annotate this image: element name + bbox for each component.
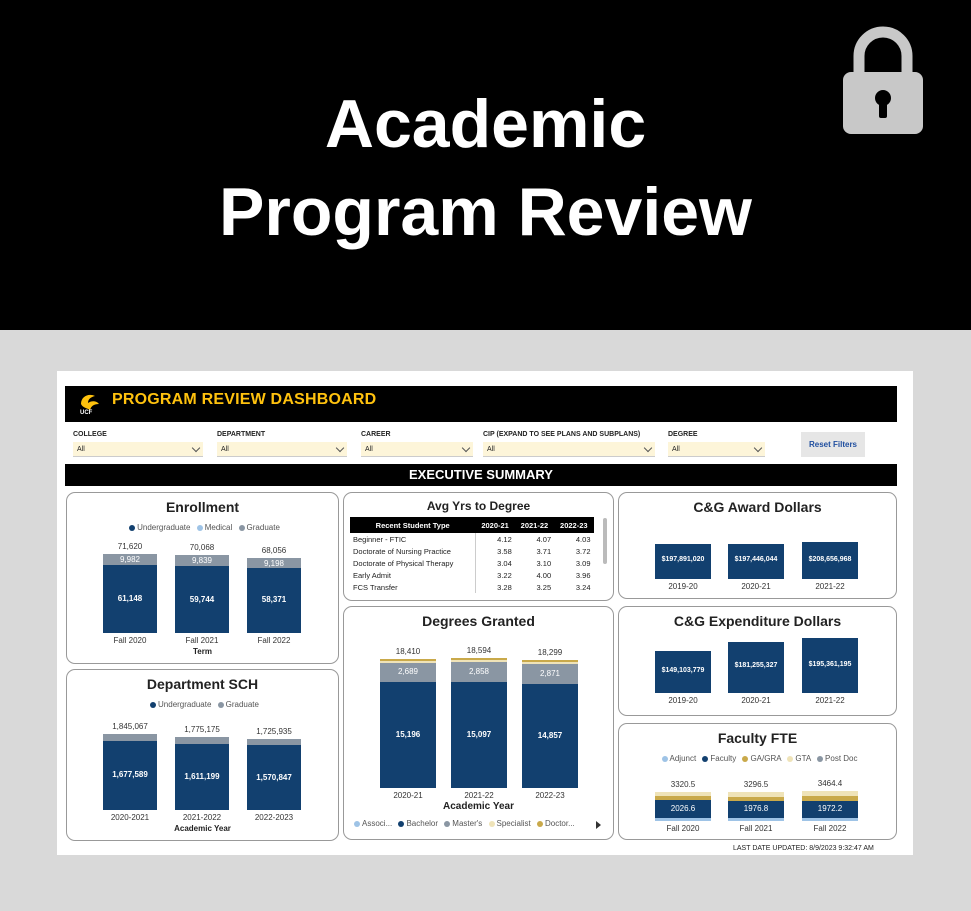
enrollment-term-label: Fall 2022 [257, 636, 291, 645]
enrollment-title: Enrollment [165, 499, 240, 515]
cg-award-title: C&G Award Dollars [693, 499, 822, 515]
years-cell: 3.71 [536, 546, 552, 556]
student-type-cell: Early Admit [353, 570, 391, 580]
department-dropdown[interactable] [217, 442, 347, 457]
chevron-down-icon [644, 444, 652, 452]
faculty-bar-ga-gra [802, 796, 858, 801]
lock-icon [843, 26, 923, 134]
faculty-bar-gta [655, 792, 711, 796]
enrollment-grad-label: 9,198 [263, 558, 285, 568]
sch-total-label: 1,725,935 [256, 726, 292, 736]
degrees-total-label: 18,410 [395, 647, 421, 657]
cip-filter [483, 428, 655, 457]
cg-award-value-label: $197,891,020 [661, 556, 705, 564]
column-header: Recent Student Type [350, 517, 475, 533]
years-cell: 3.28 [475, 581, 514, 593]
legend-ga-gra: GA/GRA [750, 754, 782, 763]
legend-medical: Medical [204, 523, 233, 532]
degrees-bar-doctoral [451, 658, 507, 660]
faculty-title: Faculty FTE [717, 730, 798, 746]
cg-exp-year-label: 2021-22 [815, 696, 845, 705]
years-cell: 3.72 [575, 546, 591, 556]
degrees-xlabel: Academic Year [443, 801, 514, 812]
legend-swatch [817, 756, 823, 762]
chevron-down-icon [754, 444, 762, 452]
executive-summary-banner: EXECUTIVE SUMMARY [65, 464, 897, 486]
cg-exp-card [618, 606, 897, 716]
faculty-bar-ga-gra [655, 796, 711, 800]
legend-next-arrow-icon[interactable] [596, 821, 601, 829]
degrees-bachelor-label: 14,857 [537, 731, 563, 741]
enrollment-total-label: 71,620 [117, 541, 143, 551]
enrollment-term-label: Fall 2020 [113, 636, 147, 645]
faculty-total-label: 3320.5 [670, 780, 696, 790]
degrees-bachelor-label: 15,097 [466, 730, 492, 740]
degrees-masters-label: 2,858 [468, 667, 490, 677]
dashboard-title: PROGRAM REVIEW DASHBOARD [112, 391, 377, 408]
degrees-bar-doctoral [380, 659, 436, 661]
legend-faculty: Faculty [710, 754, 737, 763]
dashboard-header [65, 386, 897, 422]
chevron-down-icon [192, 444, 200, 452]
legend-undergraduate: Undergraduate [137, 523, 191, 532]
career-filter [361, 428, 473, 457]
cg-award-year-label: 2021-22 [815, 582, 845, 591]
table-row [350, 533, 594, 545]
faculty-term-label: Fall 2022 [813, 824, 847, 833]
faculty-value-label: 2026.6 [670, 804, 696, 814]
career-dropdown-value: All [365, 446, 373, 453]
cip-dropdown[interactable] [483, 442, 655, 457]
legend-swatch [537, 821, 543, 827]
degrees-year-label: 2022-23 [535, 791, 565, 800]
legend-bachelor: Bachelor [406, 819, 439, 828]
cg-exp-title: C&G Expenditure Dollars [673, 613, 842, 629]
cg-award-value-label: $208,656,968 [808, 555, 852, 563]
student-type-cell: Doctorate of Nursing Practice [353, 546, 451, 556]
degrees-bachelor-label: 15,196 [395, 729, 421, 739]
enrollment-xlabel: Term [193, 647, 212, 656]
years-cell: 4.07 [536, 534, 552, 544]
legend-graduate: Graduate [246, 523, 280, 532]
degree-filter [668, 428, 765, 457]
enrollment-card [66, 492, 339, 664]
legend-swatch [489, 821, 495, 827]
legend-swatch [197, 525, 203, 531]
faculty-bar-adjunct [655, 818, 711, 821]
degree-filter-label: DEGREE [668, 431, 698, 438]
chevron-down-icon [336, 444, 344, 452]
sch-xlabel: Academic Year [174, 824, 231, 833]
cg-exp-year-label: 2020-21 [741, 696, 771, 705]
legend-adjunct: Adjunct [669, 754, 697, 763]
hero-title-line2: Program Review [219, 174, 752, 250]
college-dropdown[interactable] [73, 442, 203, 457]
table-row [350, 569, 594, 581]
legend-gta: GTA [795, 754, 811, 763]
avg-yrs-table [350, 517, 594, 593]
faculty-total-label: 3464.4 [817, 779, 843, 788]
student-type-cell: Beginner - FTIC [353, 534, 407, 544]
reset-filters-button[interactable]: Reset Filters [801, 432, 865, 457]
years-cell: 3.09 [575, 558, 591, 568]
table-row [350, 545, 594, 557]
enrollment-term-label: Fall 2021 [185, 636, 219, 645]
column-header: 2020-21 [475, 517, 514, 533]
student-type-cell: FCS Transfer [353, 582, 398, 592]
cg-award-year-label: 2020-21 [741, 582, 771, 591]
enrollment-total-label: 70,068 [189, 543, 215, 553]
legend-swatch [218, 702, 224, 708]
sch-year-label: 2020-2021 [110, 813, 150, 822]
faculty-bar-adjunct [802, 818, 858, 821]
sch-bar-graduate [175, 737, 229, 744]
years-cell: 3.04 [475, 557, 514, 569]
table-scrollbar[interactable] [603, 518, 607, 564]
career-filter-label: CAREER [361, 431, 391, 438]
sch-bar-graduate [103, 734, 157, 741]
cg-award-year-label: 2019-20 [668, 582, 698, 591]
cg-exp-value-label: $181,255,327 [734, 662, 778, 670]
legend-swatch [354, 821, 360, 827]
years-cell: 3.22 [475, 569, 514, 581]
faculty-value-label: 1976.8 [743, 804, 769, 814]
table-row [350, 557, 594, 569]
legend-associate: Associ... [362, 819, 393, 828]
degrees-bar-doctoral [522, 660, 578, 662]
sch-ug-label: 1,677,589 [112, 770, 148, 780]
legend-masters: Master's [452, 819, 483, 828]
degrees-year-label: 2021-22 [464, 791, 494, 800]
sch-total-label: 1,845,067 [112, 722, 148, 731]
sch-total-label: 1,775,175 [184, 724, 220, 734]
enrollment-legend [67, 523, 338, 532]
years-cell: 3.10 [536, 558, 552, 568]
degrees-card [343, 606, 614, 840]
degrees-total-label: 18,594 [466, 646, 492, 655]
hero-title-line1: Academic [324, 86, 647, 162]
column-header: 2022-23 [554, 517, 593, 533]
years-cell: 4.00 [536, 570, 552, 580]
degrees-legend [350, 819, 619, 828]
degrees-bar-specialist [451, 660, 507, 662]
degree-dropdown[interactable] [668, 442, 765, 457]
years-cell: 3.24 [575, 582, 591, 592]
years-cell: 3.58 [475, 545, 514, 557]
degrees-masters-label: 2,689 [397, 667, 419, 677]
degrees-masters-label: 2,871 [539, 669, 561, 679]
sch-title: Department SCH [146, 676, 259, 692]
legend-undergraduate: Undergraduate [158, 700, 212, 709]
student-type-cell: Doctorate of Physical Therapy [353, 558, 454, 568]
legend-swatch [444, 821, 450, 827]
career-dropdown[interactable] [361, 442, 473, 457]
legend-swatch [787, 756, 793, 762]
chevron-down-icon [462, 444, 470, 452]
faculty-bar-ga-gra [728, 797, 784, 801]
legend-swatch [662, 756, 668, 762]
legend-swatch [150, 702, 156, 708]
degrees-total-label: 18,299 [537, 648, 563, 658]
hero-banner [0, 0, 971, 330]
years-cell: 4.12 [475, 533, 514, 545]
cip-dropdown-value: All [487, 446, 495, 453]
cg-award-card [618, 492, 897, 599]
sch-year-label: 2022-2023 [254, 813, 294, 822]
avg-yrs-card [343, 492, 614, 601]
college-filter [73, 428, 203, 457]
degrees-title: Degrees Granted [422, 613, 535, 629]
legend-specialist: Specialist [496, 819, 531, 828]
faculty-legend [619, 754, 896, 763]
degree-dropdown-value: All [672, 446, 680, 453]
cg-exp-value-label: $195,361,195 [808, 660, 852, 668]
cg-exp-year-label: 2019-20 [668, 696, 698, 705]
faculty-term-label: Fall 2020 [666, 824, 700, 833]
legend-swatch [702, 756, 708, 762]
enrollment-ug-label: 59,744 [189, 594, 215, 604]
department-filter [217, 428, 347, 457]
degrees-bar-specialist [380, 661, 436, 663]
faculty-bar-gta [728, 792, 784, 796]
enrollment-grad-label: 9,839 [191, 556, 213, 566]
sch-legend [67, 700, 338, 709]
faculty-value-label: 1972.2 [817, 804, 843, 814]
last-updated-text: LAST DATE UPDATED: 8/9/2023 9:32:47 AM [733, 845, 874, 852]
sch-ug-label: 1,570,847 [256, 772, 292, 782]
years-cell: 3.25 [536, 582, 552, 592]
sch-ug-label: 1,611,199 [184, 771, 220, 781]
degrees-year-label: 2020-21 [393, 791, 423, 800]
legend-swatch [742, 756, 748, 762]
sch-bar-graduate [247, 739, 301, 745]
legend-swatch [239, 525, 245, 531]
enrollment-ug-label: 61,148 [117, 593, 143, 603]
years-cell: 4.03 [575, 534, 591, 544]
enrollment-total-label: 68,056 [261, 545, 287, 555]
enrollment-grad-label: 9,982 [119, 554, 141, 564]
legend-swatch [129, 525, 135, 531]
cg-exp-value-label: $149,103,779 [661, 667, 705, 674]
faculty-card [618, 723, 897, 840]
faculty-term-label: Fall 2021 [739, 824, 773, 833]
college-filter-label: COLLEGE [73, 431, 107, 438]
cg-award-value-label: $197,446,044 [734, 556, 778, 564]
faculty-bar-adjunct [728, 818, 784, 821]
legend-graduate: Graduate [225, 700, 259, 709]
department-filter-label: DEPARTMENT [217, 431, 266, 438]
legend-doctoral: Doctor... [544, 819, 575, 828]
sch-card [66, 669, 339, 841]
legend-swatch [398, 821, 404, 827]
faculty-total-label: 3296.5 [743, 780, 769, 790]
ucf-logo-text: UCF [80, 410, 93, 416]
avg-yrs-title: Avg Yrs to Degree [426, 499, 531, 513]
degrees-bar-specialist [522, 662, 578, 664]
department-dropdown-value: All [221, 446, 229, 453]
years-cell: 3.96 [575, 570, 591, 580]
legend-post-doc: Post Doc [825, 754, 858, 763]
college-dropdown-value: All [77, 446, 85, 453]
cip-filter-label: CIP (EXPAND TO SEE PLANS AND SUBPLANS) [483, 431, 641, 438]
dashboard-screenshot [57, 371, 913, 855]
enrollment-ug-label: 58,371 [261, 595, 287, 605]
faculty-bar-gta [802, 791, 858, 796]
sch-year-label: 2021-2022 [182, 813, 222, 822]
table-row [350, 581, 594, 593]
column-header: 2021-22 [515, 517, 554, 533]
